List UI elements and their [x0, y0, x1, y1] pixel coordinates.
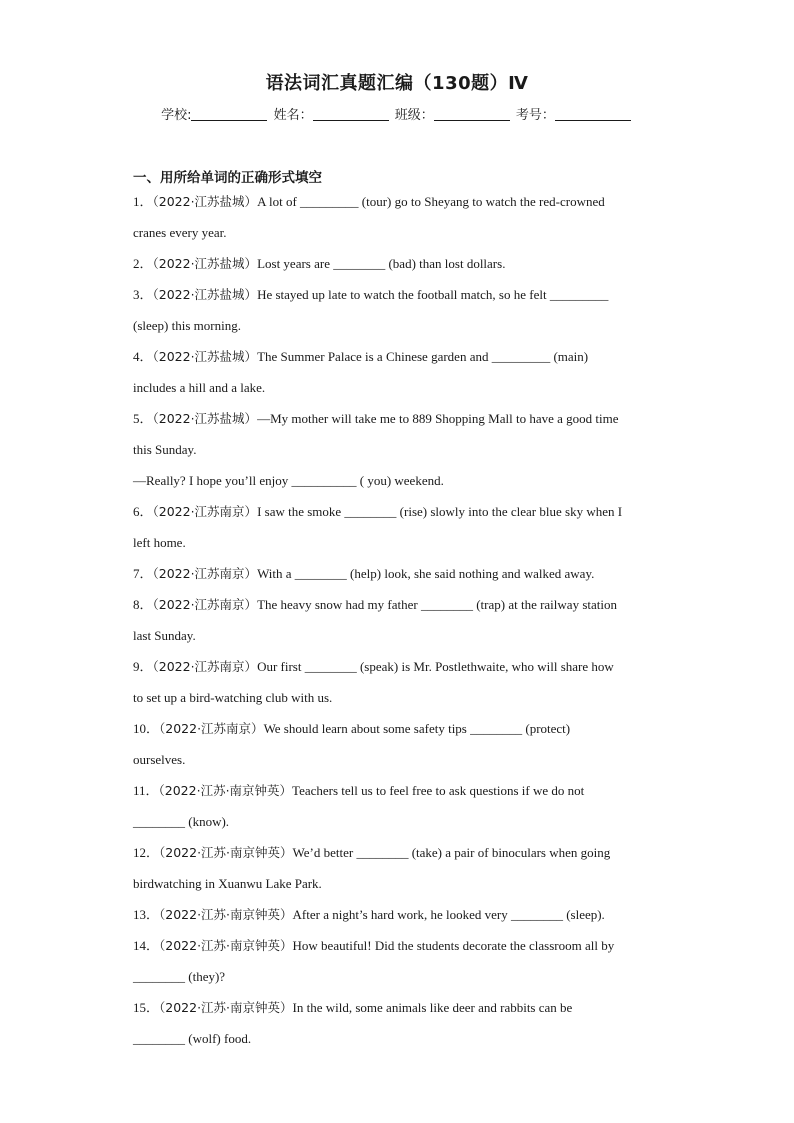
question-source: （2022·江苏南京）	[159, 721, 264, 736]
question-text: cranes every year.	[133, 225, 227, 240]
question-line	[133, 961, 663, 992]
exam-number-label: 考号：	[515, 108, 555, 123]
question-text: Lost years are ________ (bad) than lost dollars.	[257, 256, 506, 271]
question-number: 15．	[133, 1000, 160, 1015]
question-line	[133, 620, 663, 651]
question-line	[133, 713, 663, 744]
question-text: We’d better ________ (take) a pair of binoculars when going	[292, 845, 611, 860]
question-line	[133, 279, 663, 310]
question-text: ________ (they)?	[133, 969, 226, 984]
question-text: A lot of _________ (tour) go to Sheyang to watch the red-crowned	[257, 194, 605, 209]
question-text: ________ (wolf) food.	[133, 1031, 252, 1046]
question-number: 14．	[133, 938, 160, 953]
question-number: 4．	[133, 349, 153, 364]
question-number: 13．	[133, 907, 160, 922]
question-text: Our first ________ (speak) is Mr. Postlethwaite, who will share how	[257, 659, 614, 674]
question-text: I saw the smoke ________ (rise) slowly into the clear blue sky when I	[257, 504, 623, 519]
question-text: last Sunday.	[133, 628, 196, 643]
question-line	[133, 217, 663, 248]
question-source: （2022·江苏盐城）	[152, 349, 258, 364]
page-title: 语法词汇真题汇编（130题）Ⅳ	[265, 73, 529, 94]
question-text: After a night’s hard work, he looked very ________ (sleep).	[292, 907, 605, 922]
question-source: （2022·江苏南京）	[152, 597, 258, 612]
question-line	[133, 837, 663, 868]
question-line	[133, 589, 663, 620]
question-number: 11．	[133, 783, 159, 798]
question-source: （2022·江苏南京）	[152, 566, 258, 581]
question-text: left home.	[133, 535, 186, 550]
question-text: includes a hill and a lake.	[133, 380, 266, 395]
question-line	[133, 682, 663, 713]
question-line	[133, 248, 663, 279]
class-label: 班级：	[394, 108, 434, 123]
question-number: 9．	[133, 659, 153, 674]
question-line	[133, 651, 663, 682]
question-text: With a ________ (help) look, she said nothing and walked away.	[257, 566, 595, 581]
question-line	[133, 744, 663, 775]
student-info-line	[0, 104, 794, 123]
question-source: （2022·江苏盐城）	[152, 194, 258, 209]
question-line	[133, 434, 663, 465]
question-list	[133, 186, 663, 1054]
question-text: We should learn about some safety tips ________ (protect)	[263, 721, 571, 736]
question-line	[133, 930, 663, 961]
question-line	[133, 310, 663, 341]
question-line	[133, 868, 663, 899]
question-number: 1．	[133, 194, 153, 209]
question-number: 2．	[133, 256, 153, 271]
question-line	[133, 558, 663, 589]
question-source: （2022·江苏·南京钟英）	[159, 845, 293, 860]
question-number: 3．	[133, 287, 153, 302]
question-number: 5．	[133, 411, 153, 426]
question-source: （2022·江苏·南京钟英）	[159, 938, 293, 953]
question-line	[133, 775, 663, 806]
question-text: How beautiful! Did the students decorate the classroom all by	[292, 938, 615, 953]
question-source: （2022·江苏南京）	[152, 504, 258, 519]
question-text: The Summer Palace is a Chinese garden and _________ (main)	[257, 349, 589, 364]
question-text: this Sunday.	[133, 442, 197, 457]
question-source: （2022·江苏·南京钟英）	[158, 783, 293, 798]
question-line	[133, 527, 663, 558]
question-source: （2022·江苏·南京钟英）	[159, 1000, 293, 1015]
name-blank[interactable]	[313, 108, 389, 121]
question-text: In the wild, some animals like deer and rabbits can be	[292, 1000, 573, 1015]
question-text: ourselves.	[133, 752, 186, 767]
question-number: 7．	[133, 566, 153, 581]
name-label: 姓名：	[273, 108, 313, 123]
question-number: 12．	[133, 845, 160, 860]
question-number: 6．	[133, 504, 153, 519]
question-source: （2022·江苏盐城）	[152, 411, 258, 426]
question-line	[133, 496, 663, 527]
question-text: to set up a bird-watching club with us.	[133, 690, 333, 705]
question-text: The heavy snow had my father ________ (trap) at the railway station	[257, 597, 617, 612]
question-line	[133, 465, 663, 496]
question-text: —Really? I hope you’ll enjoy __________ ( you) weekend.	[133, 473, 444, 488]
question-source: （2022·江苏南京）	[152, 659, 258, 674]
question-line	[133, 1023, 663, 1054]
question-source: （2022·江苏·南京钟英）	[159, 907, 293, 922]
question-line	[133, 403, 663, 434]
question-source: （2022·江苏盐城）	[152, 256, 258, 271]
exam-number-blank[interactable]	[555, 108, 631, 121]
question-text: —My mother will take me to 889 Shopping Mall to have a good time	[257, 411, 619, 426]
question-number: 8．	[133, 597, 153, 612]
question-source: （2022·江苏盐城）	[152, 287, 258, 302]
section-heading: 一、用所给单词的正确形式填空	[133, 170, 322, 186]
question-text: birdwatching in Xuanwu Lake Park.	[133, 876, 322, 891]
question-text: He stayed up late to watch the football match, so he felt _________	[257, 287, 609, 302]
question-line	[133, 372, 663, 403]
question-number: 10．	[133, 721, 160, 736]
question-line	[133, 186, 663, 217]
question-line	[133, 806, 663, 837]
question-text: Teachers tell us to feel free to ask questions if we do not	[292, 783, 585, 798]
question-text: (sleep) this morning.	[133, 318, 241, 333]
school-blank[interactable]	[191, 108, 267, 121]
question-line	[133, 341, 663, 372]
question-text: ________ (know).	[133, 814, 230, 829]
question-line	[133, 899, 663, 930]
class-blank[interactable]	[434, 108, 510, 121]
school-label: 学校:	[161, 108, 192, 123]
question-line	[133, 992, 663, 1023]
